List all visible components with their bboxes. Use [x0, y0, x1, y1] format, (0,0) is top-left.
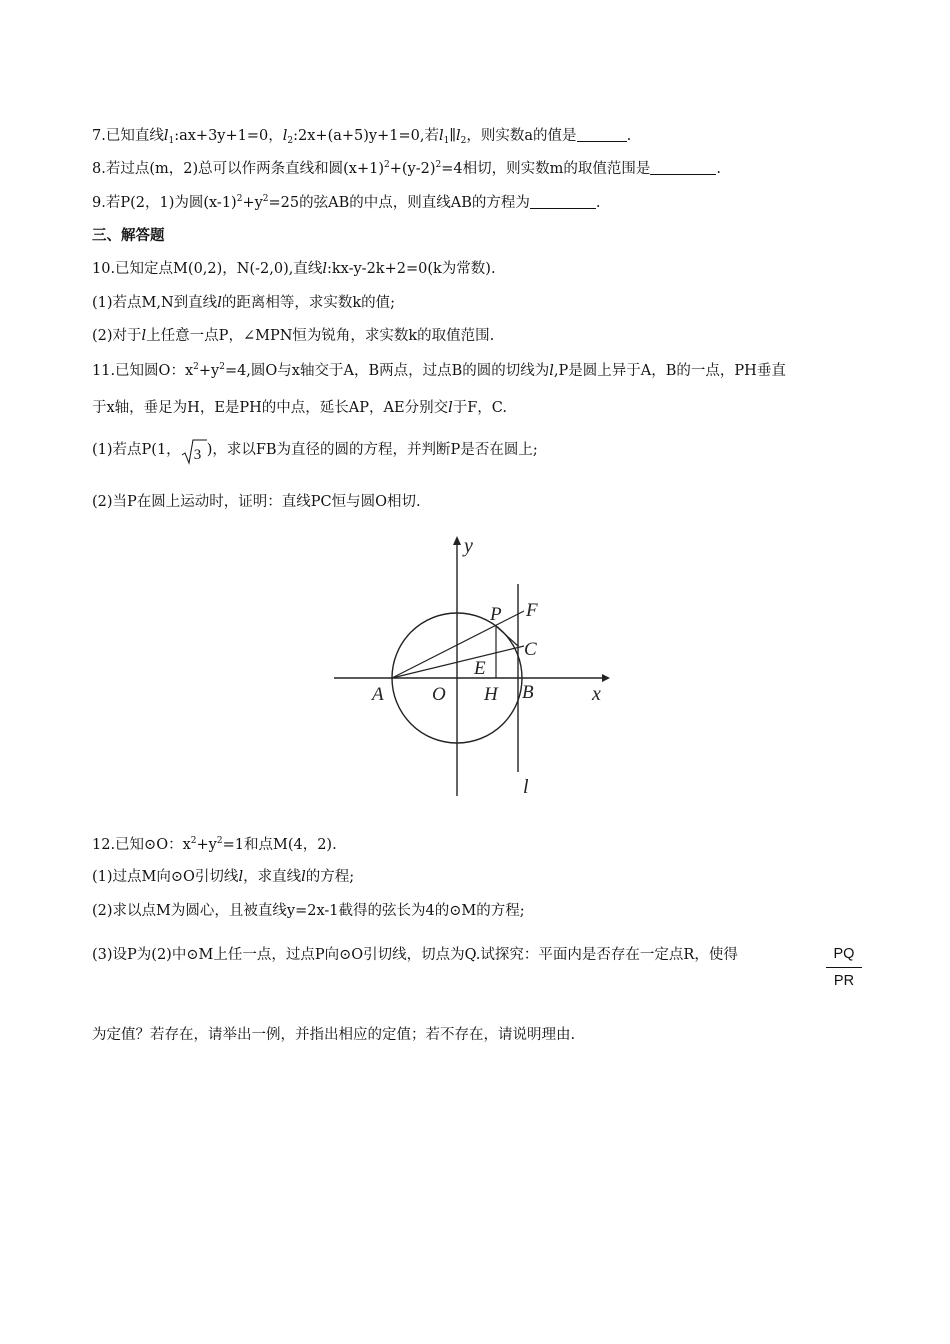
fraction-pq-pr: $\frac{PQ}{PR}$ [826, 944, 862, 991]
label-o: O [432, 684, 446, 705]
question-8: 8.若过点(m，2)总可以作两条直线和圆$(x+1)^2+(y-2)^2=4$相切，则实数m的取值范围是 . [92, 160, 721, 177]
question-10-part-1: (1)若点M,N到直线l的距离相等，求实数k的值; [92, 295, 395, 311]
geometry-figure [310, 522, 640, 805]
label-y: y [464, 535, 473, 557]
question-11-part-2: (2)当P在圆上运动时，证明：直线PC恒与圆O相切. [92, 494, 421, 510]
label-b: B [522, 682, 534, 703]
question-10: 10.已知定点M(0,2)，N(-2,0),直线l:kx-y-2k+2=0(k为常数). [92, 261, 496, 277]
sqrt-symbol: 3 [181, 436, 207, 466]
question-9: 9.若P(2，1)为圆$(x-1)^2+y^2=25$的弦AB的中点，则直线AB的方程为 . [92, 194, 601, 211]
label-l: l [523, 776, 529, 798]
question-12-part-3: (3)设P为(2)中⊙M上任一点，过点P向⊙O引切线，切点为Q.试探究：平面内是否存在一定点R，使得 [92, 947, 738, 963]
label-c: C [524, 639, 537, 660]
circle-diagram [310, 522, 640, 805]
question-11-line-2: 于x轴，垂足为H，E是PH的中点，延长AP，AE分别交l于F，C. [92, 400, 507, 416]
question-12-part-2: (2)求以点M为圆心，且被直线y=2x-1截得的弦长为4的⊙M的方程; [92, 903, 525, 919]
label-p: P [490, 604, 502, 625]
question-7: 7.已知直线$l_1:ax+3y+1=0$，$l_2:2x+(a+5)y+1=0$,若$l_1\parallel l_2$，则实数a的值是 . [92, 128, 632, 146]
label-h: H [484, 684, 498, 705]
question-11-part-1: (1)若点P(1， 3 )，求以FB为直径的圆的方程，并判断P是否在圆上; [92, 436, 538, 466]
question-12-part-1: (1)过点M向⊙O引切线l，求直线l的方程; [92, 869, 355, 885]
question-11: 11.已知圆O：$x^2+y^2=4$,圆O与x轴交于A，B两点，过点B的圆的切线为l,P是圆上异于A，B的一点，PH垂直 [92, 362, 786, 379]
question-12-part-3-cont: 为定值？若存在，请举出一例，并指出相应的定值；若不存在，请说明理由. [92, 1027, 576, 1043]
label-f: F [526, 600, 538, 621]
answer-blank [577, 128, 627, 142]
question-10-part-2: (2)对于l上任意一点P，∠MPN恒为锐角，求实数k的取值范围. [92, 328, 495, 344]
section-heading: 三、解答题 [92, 228, 165, 244]
answer-blank [530, 195, 596, 209]
answer-blank [650, 161, 716, 175]
question-12: 12.已知⊙O：$x^2+y^2=1$和点M(4，2). [92, 836, 337, 853]
label-x: x [592, 683, 601, 705]
label-e: E [474, 658, 486, 679]
label-a: A [372, 684, 384, 705]
